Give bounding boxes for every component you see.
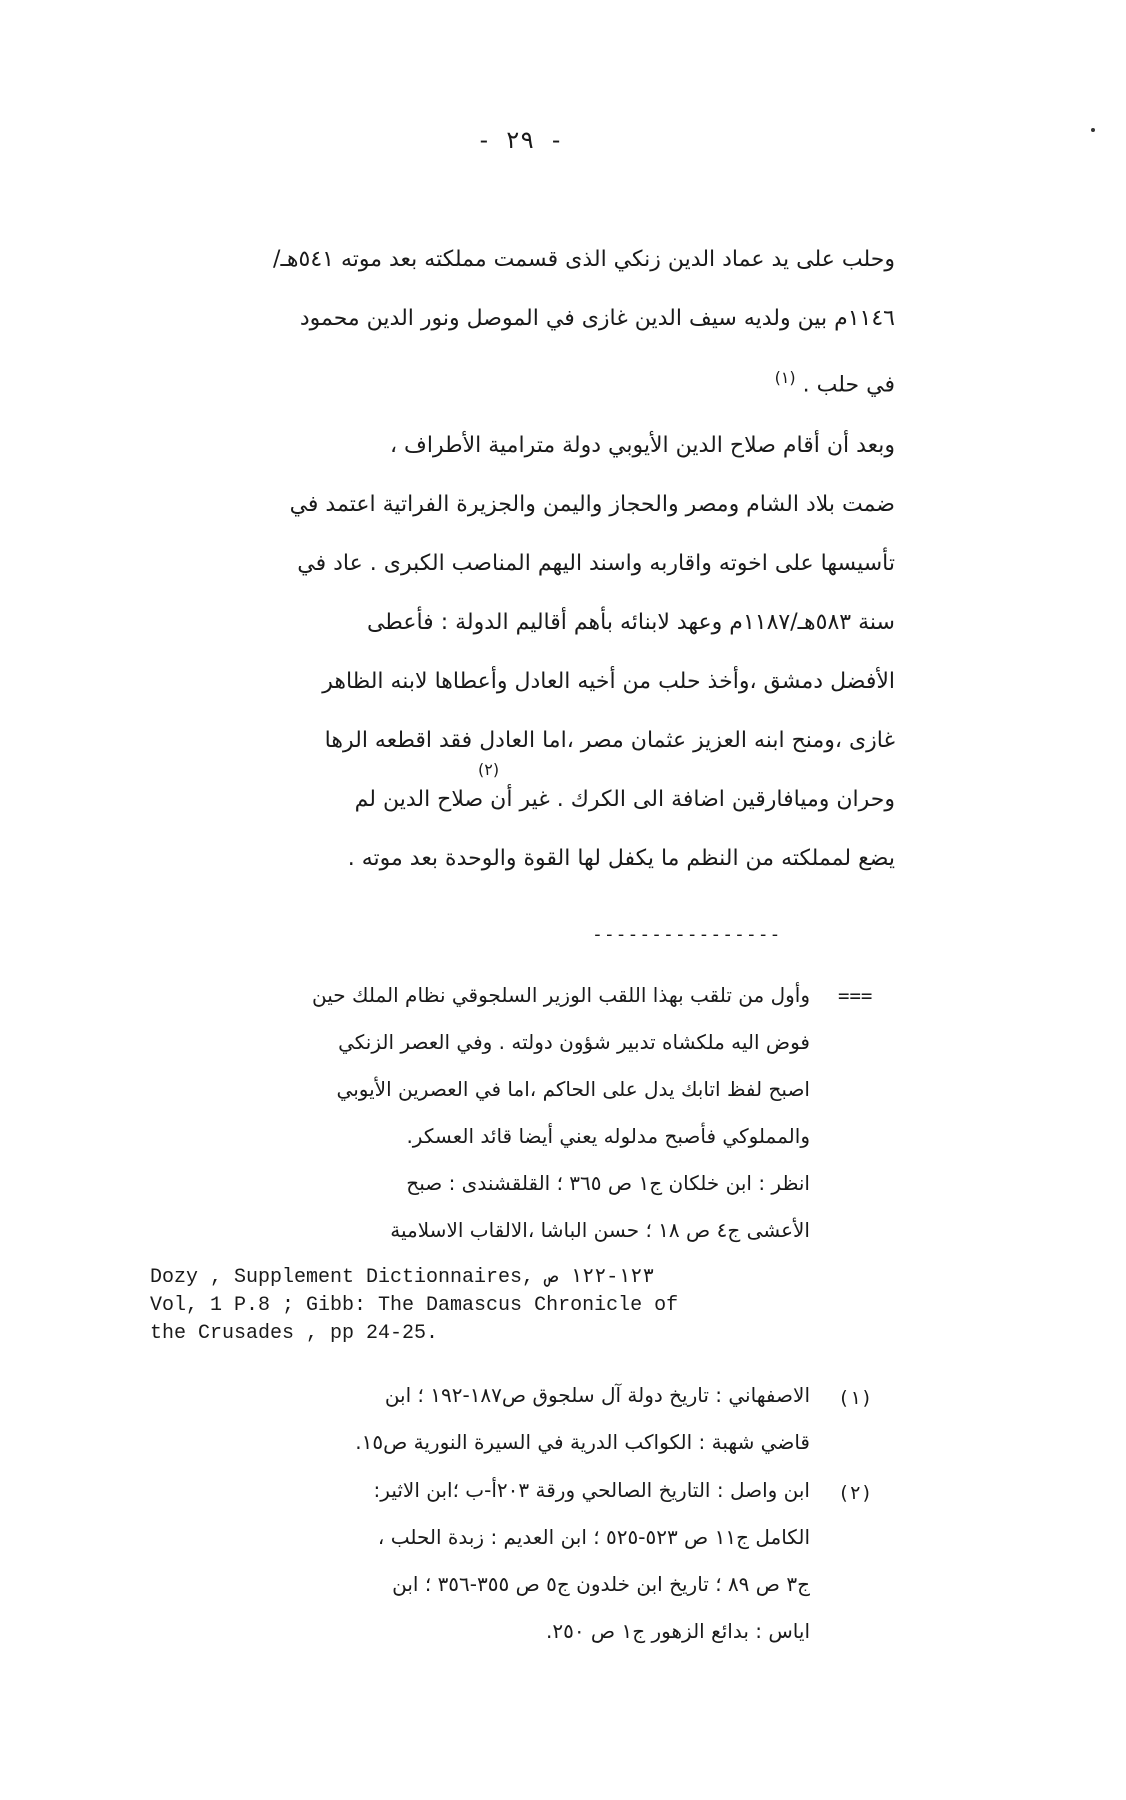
footnote-star-line: الأعشى ج٤ ص ١٨ ؛ حسن الباشا ،الالقاب الاسلامية	[390, 1218, 810, 1242]
paragraph-1-line: ١١٤٦م بين ولديه سيف الدين غازى في الموصل ونور الدين محمود	[299, 306, 895, 331]
footnote-2-line: اياس : بدائع الزهور ج١ ص ٢٥٠.	[545, 1619, 810, 1643]
footnote-star	[150, 972, 810, 1254]
footnote-star-line: والمملوكي فأصبح مدلوله يعني أيضا قائد العسكر.	[406, 1124, 810, 1148]
paragraph-1	[150, 230, 895, 414]
footnote-1	[150, 1372, 810, 1466]
paragraph-1-last-text: في حلب .	[802, 372, 895, 398]
footnote-2-line: ابن واصل : التاريخ الصالحي ورقة ٢٠٣أ-ب ؛ابن الاثير:	[373, 1478, 810, 1502]
footnote-star-line: وأول من تلقب بهذا اللقب الوزير السلجوقي نظام الملك حين	[312, 983, 810, 1007]
footnote-1-line: قاضي شهبة : الكواكب الدرية في السيرة النورية ص١٥.	[355, 1430, 810, 1454]
paragraph-2-line: ضمت بلاد الشام ومصر والحجاز واليمن والجزيرة الفراتية اعتمد في	[289, 492, 895, 517]
paragraph-2-line: تأسيسها على اخوته واقاربه واسند اليهم المناصب الكبرى . عاد في	[297, 551, 895, 576]
footnote-separator: ----------------	[592, 924, 782, 945]
paragraph-1-line	[150, 348, 895, 414]
footnote-star-latin-reference: Dozy , Supplement Dictionnaires, ١٢٣-١٢٢ ص Vol, 1 P.8 ; Gibb: The Damascus Chronicle of the Crusades , pp 24-25.	[150, 1266, 679, 1345]
footnote-star-line: فوض اليه ملكشاه تدبير شؤون دولته . وفي العصر الزنكي	[338, 1030, 810, 1054]
paragraph-2	[150, 416, 895, 888]
paragraph-2-line: غازى ،ومنح ابنه العزيز عثمان مصر ،اما العادل فقد اقطعه الرها	[324, 728, 895, 753]
footnote-1-marker: (١)	[838, 1387, 873, 1409]
paragraph-2-line: الأفضل دمشق ،وأخذ حلب من أخيه العادل وأعطاها لابنه الظاهر	[322, 669, 895, 694]
paragraph-2-line: سنة ٥٨٣هـ/١١٨٧م وعهد لابنائه بأهم أقاليم الدولة : فأعطى	[366, 610, 895, 635]
footnote-star-marker: ===	[838, 985, 873, 1007]
scan-speck	[1091, 128, 1095, 132]
paragraph-2-line: وحران وميافارقين اضافة الى الكرك . غير أن صلاح الدين لم	[354, 787, 895, 812]
footnote-star-line: انظر : ابن خلكان ج١ ص ٣٦٥ ؛ القلقشندى : صبح	[406, 1171, 810, 1195]
footnote-1-line: الاصفهاني : تاريخ دولة آل سلجوق ص١٨٧-١٩٢ ؛ ابن	[384, 1383, 810, 1407]
footnote-2-reference: (٢)	[478, 760, 500, 779]
footnote-2-marker: (٢)	[838, 1482, 873, 1504]
paragraph-1-line: وحلب على يد عماد الدين زنكي الذى قسمت مملكته بعد موته ٥٤١هـ/	[273, 247, 895, 272]
footnote-star-line: اصبح لفظ اتابك يدل على الحاكم ،اما في العصرين الأيوبي	[336, 1077, 810, 1101]
paragraph-2-line: يضع لمملكته من النظم ما يكفل لها القوة والوحدة بعد موته .	[347, 846, 895, 871]
footnote-2-line: ج٣ ص ٨٩ ؛ تاريخ ابن خلدون ج٥ ص ٣٥٥-٣٥٦ ؛ ابن	[392, 1572, 810, 1596]
paragraph-2-line: وبعد أن أقام صلاح الدين الأيوبي دولة مترامية الأطراف ،	[389, 433, 895, 458]
footnote-1-reference: (١)	[774, 368, 796, 387]
footnote-2	[150, 1467, 810, 1655]
footnote-2-line: الكامل ج١١ ص ٥٢٣-٥٢٥ ؛ ابن العديم : زبدة الحلب ،	[377, 1525, 810, 1549]
page-number: - ٢٩ -	[476, 126, 564, 154]
